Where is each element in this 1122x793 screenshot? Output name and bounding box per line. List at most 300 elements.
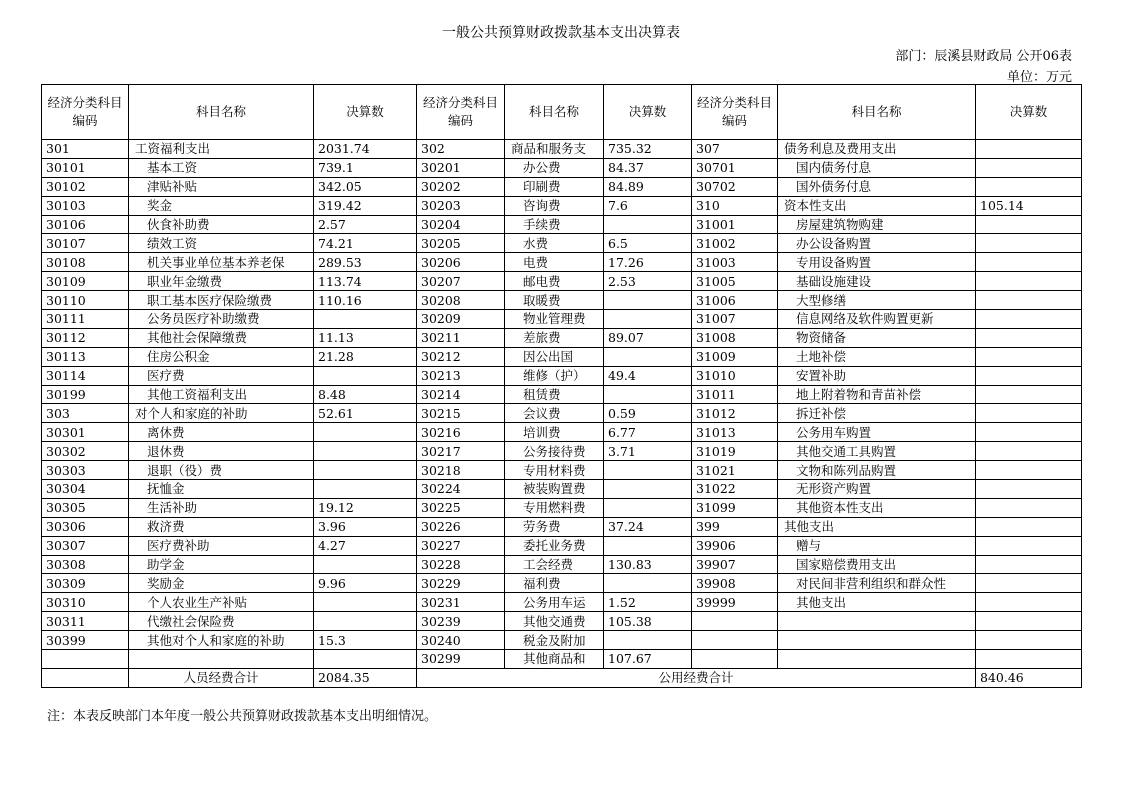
name-cell: 对民间非营利组织和群众性 [778, 574, 976, 593]
amount-cell [976, 215, 1082, 234]
table-row [42, 140, 1082, 159]
amount-cell: 6.5 [604, 234, 692, 253]
code-cell: 30112 [42, 328, 129, 347]
name-cell: 维修（护） [505, 366, 604, 385]
table-row [42, 612, 1082, 631]
code-cell: 31012 [692, 404, 778, 423]
amount-cell [976, 423, 1082, 442]
name-cell: 公务用车运 [505, 593, 604, 612]
name-cell: 专用燃料费 [505, 498, 604, 517]
code-cell: 30108 [42, 253, 129, 272]
table-row [42, 442, 1082, 461]
code-cell: 30311 [42, 612, 129, 631]
amount-cell [604, 215, 692, 234]
amount-cell: 2.53 [604, 272, 692, 291]
amount-cell: 107.67 [604, 650, 692, 669]
name-cell: 物资储备 [778, 328, 976, 347]
table-row [42, 196, 1082, 215]
table-row [42, 423, 1082, 442]
amount-cell [976, 140, 1082, 159]
name-cell: 被装购置费 [505, 480, 604, 499]
amount-cell [314, 555, 417, 574]
amount-cell: 3.71 [604, 442, 692, 461]
code-cell: 301 [42, 140, 129, 159]
name-cell: 邮电费 [505, 272, 604, 291]
amount-cell: 11.13 [314, 328, 417, 347]
name-cell [129, 650, 314, 669]
amount-cell [604, 574, 692, 593]
name-cell: 绩效工资 [129, 234, 314, 253]
name-cell: 其他支出 [778, 517, 976, 536]
amount-cell [976, 555, 1082, 574]
amount-cell [976, 593, 1082, 612]
column-header: 经济分类科目编码 [417, 85, 505, 140]
name-cell: 资本性支出 [778, 196, 976, 215]
name-cell: 国家赔偿费用支出 [778, 555, 976, 574]
amount-cell [976, 310, 1082, 329]
amount-cell: 89.07 [604, 328, 692, 347]
expenditure-table [41, 84, 1082, 688]
amount-cell [976, 442, 1082, 461]
code-cell: 39908 [692, 574, 778, 593]
code-cell: 399 [692, 517, 778, 536]
public-total-value: 840.46 [976, 668, 1082, 687]
code-cell: 30308 [42, 555, 129, 574]
code-cell: 30303 [42, 461, 129, 480]
code-cell: 39999 [692, 593, 778, 612]
amount-cell: 105.14 [976, 196, 1082, 215]
amount-cell [976, 404, 1082, 423]
amount-cell [604, 291, 692, 310]
code-cell: 30106 [42, 215, 129, 234]
name-cell: 文物和陈列品购置 [778, 461, 976, 480]
name-cell: 基础设施建设 [778, 272, 976, 291]
amount-cell: 84.89 [604, 177, 692, 196]
name-cell: 工会经费 [505, 555, 604, 574]
code-cell: 30102 [42, 177, 129, 196]
name-cell: 工资福利支出 [129, 140, 314, 159]
name-cell: 地上附着物和青苗补偿 [778, 385, 976, 404]
code-cell: 30226 [417, 517, 505, 536]
code-cell: 310 [692, 196, 778, 215]
name-cell: 公务员医疗补助缴费 [129, 310, 314, 329]
code-cell: 307 [692, 140, 778, 159]
table-row [42, 215, 1082, 234]
amount-cell: 9.96 [314, 574, 417, 593]
code-cell: 30302 [42, 442, 129, 461]
amount-cell [604, 347, 692, 366]
code-cell: 30225 [417, 498, 505, 517]
name-cell: 抚恤金 [129, 480, 314, 499]
code-cell: 30107 [42, 234, 129, 253]
table-row [42, 404, 1082, 423]
amount-cell [976, 385, 1082, 404]
code-cell: 31099 [692, 498, 778, 517]
table-row [42, 517, 1082, 536]
column-header: 决算数 [314, 85, 417, 140]
name-cell: 其他工资福利支出 [129, 385, 314, 404]
column-header: 经济分类科目编码 [42, 85, 129, 140]
amount-cell: 289.53 [314, 253, 417, 272]
empty-cell [42, 668, 129, 687]
amount-cell [976, 612, 1082, 631]
code-cell: 30113 [42, 347, 129, 366]
name-cell: 职业年金缴费 [129, 272, 314, 291]
code-cell: 31003 [692, 253, 778, 272]
name-cell: 其他交通费 [505, 612, 604, 631]
code-cell: 30217 [417, 442, 505, 461]
name-cell: 取暖费 [505, 291, 604, 310]
code-cell: 30240 [417, 631, 505, 650]
column-header: 经济分类科目编码 [692, 85, 778, 140]
name-cell: 大型修缮 [778, 291, 976, 310]
name-cell: 手续费 [505, 215, 604, 234]
table-row [42, 310, 1082, 329]
code-cell: 30205 [417, 234, 505, 253]
code-cell: 39907 [692, 555, 778, 574]
code-cell: 30216 [417, 423, 505, 442]
name-cell: 因公出国 [505, 347, 604, 366]
amount-cell [976, 461, 1082, 480]
code-cell: 31009 [692, 347, 778, 366]
code-cell: 30208 [417, 291, 505, 310]
code-cell: 30218 [417, 461, 505, 480]
code-cell: 30310 [42, 593, 129, 612]
name-cell: 伙食补助费 [129, 215, 314, 234]
table-row [42, 480, 1082, 499]
amount-cell [976, 234, 1082, 253]
department-label: 部门：辰溪县财政局 公开06表 [895, 49, 1072, 64]
code-cell: 30206 [417, 253, 505, 272]
amount-cell [314, 423, 417, 442]
code-cell [42, 650, 129, 669]
amount-cell [314, 593, 417, 612]
table-row [42, 574, 1082, 593]
name-cell: 租赁费 [505, 385, 604, 404]
amount-cell [314, 650, 417, 669]
code-cell: 30229 [417, 574, 505, 593]
code-cell: 30231 [417, 593, 505, 612]
name-cell: 拆迁补偿 [778, 404, 976, 423]
code-cell: 30204 [417, 215, 505, 234]
table-row [42, 253, 1082, 272]
name-cell: 津贴补贴 [129, 177, 314, 196]
code-cell: 31005 [692, 272, 778, 291]
table-row [42, 593, 1082, 612]
code-cell: 30299 [417, 650, 505, 669]
amount-cell: 4.27 [314, 536, 417, 555]
amount-cell [976, 366, 1082, 385]
amount-cell: 84.37 [604, 158, 692, 177]
code-cell: 30110 [42, 291, 129, 310]
name-cell: 办公费 [505, 158, 604, 177]
amount-cell: 2.57 [314, 215, 417, 234]
name-cell: 住房公积金 [129, 347, 314, 366]
table-row [42, 158, 1082, 177]
table-row [42, 272, 1082, 291]
code-cell: 30211 [417, 328, 505, 347]
amount-cell [976, 272, 1082, 291]
name-cell: 其他交通工具购置 [778, 442, 976, 461]
amount-cell: 15.3 [314, 631, 417, 650]
code-cell: 30213 [417, 366, 505, 385]
amount-cell [976, 328, 1082, 347]
footnote: 注：本表反映部门本年度一般公共预算财政拨款基本支出明细情况。 [47, 709, 438, 724]
name-cell: 助学金 [129, 555, 314, 574]
code-cell: 30228 [417, 555, 505, 574]
table-row [42, 385, 1082, 404]
name-cell: 其他资本性支出 [778, 498, 976, 517]
table-row [42, 555, 1082, 574]
code-cell: 31010 [692, 366, 778, 385]
name-cell: 赠与 [778, 536, 976, 555]
code-cell: 30109 [42, 272, 129, 291]
amount-cell [976, 347, 1082, 366]
name-cell: 无形资产购置 [778, 480, 976, 499]
amount-cell [976, 498, 1082, 517]
table-row [42, 536, 1082, 555]
amount-cell [976, 158, 1082, 177]
amount-cell: 735.32 [604, 140, 692, 159]
amount-cell [604, 385, 692, 404]
amount-cell: 105.38 [604, 612, 692, 631]
amount-cell [976, 253, 1082, 272]
code-cell: 30304 [42, 480, 129, 499]
code-cell [692, 650, 778, 669]
amount-cell: 6.77 [604, 423, 692, 442]
name-cell: 退职（役）费 [129, 461, 314, 480]
amount-cell [604, 461, 692, 480]
name-cell: 房屋建筑物购建 [778, 215, 976, 234]
code-cell: 30214 [417, 385, 505, 404]
code-cell: 31022 [692, 480, 778, 499]
code-cell: 31002 [692, 234, 778, 253]
header-row [42, 85, 1082, 140]
amount-cell [976, 177, 1082, 196]
table-row [42, 347, 1082, 366]
amount-cell [604, 480, 692, 499]
name-cell: 奖金 [129, 196, 314, 215]
code-cell: 31021 [692, 461, 778, 480]
amount-cell: 74.21 [314, 234, 417, 253]
name-cell: 其他对个人和家庭的补助 [129, 631, 314, 650]
unit-label: 单位：万元 [1006, 70, 1072, 85]
name-cell: 安置补助 [778, 366, 976, 385]
code-cell: 31007 [692, 310, 778, 329]
name-cell: 离休费 [129, 423, 314, 442]
code-cell: 30103 [42, 196, 129, 215]
code-cell: 30202 [417, 177, 505, 196]
code-cell: 302 [417, 140, 505, 159]
amount-cell [314, 461, 417, 480]
amount-cell [314, 366, 417, 385]
table-row [42, 366, 1082, 385]
amount-cell: 130.83 [604, 555, 692, 574]
name-cell: 基本工资 [129, 158, 314, 177]
name-cell: 国外债务付息 [778, 177, 976, 196]
code-cell [692, 612, 778, 631]
name-cell: 商品和服务支 [505, 140, 604, 159]
amount-cell [604, 631, 692, 650]
amount-cell: 0.59 [604, 404, 692, 423]
code-cell: 30701 [692, 158, 778, 177]
code-cell: 30101 [42, 158, 129, 177]
name-cell: 信息网络及软件购置更新 [778, 310, 976, 329]
code-cell: 31008 [692, 328, 778, 347]
amount-cell: 37.24 [604, 517, 692, 536]
code-cell: 303 [42, 404, 129, 423]
name-cell [778, 650, 976, 669]
code-cell: 30212 [417, 347, 505, 366]
amount-cell: 21.28 [314, 347, 417, 366]
table-row [42, 631, 1082, 650]
amount-cell: 8.48 [314, 385, 417, 404]
code-cell: 30201 [417, 158, 505, 177]
amount-cell: 3.96 [314, 517, 417, 536]
amount-cell [976, 631, 1082, 650]
code-cell: 30309 [42, 574, 129, 593]
name-cell: 退休费 [129, 442, 314, 461]
code-cell: 30111 [42, 310, 129, 329]
name-cell: 培训费 [505, 423, 604, 442]
name-cell: 税金及附加 [505, 631, 604, 650]
public-total-label: 公用经费合计 [417, 668, 976, 687]
name-cell: 对个人和家庭的补助 [129, 404, 314, 423]
amount-cell: 17.26 [604, 253, 692, 272]
name-cell: 其他社会保障缴费 [129, 328, 314, 347]
code-cell: 30301 [42, 423, 129, 442]
code-cell: 30305 [42, 498, 129, 517]
amount-cell [314, 612, 417, 631]
name-cell: 公务用车购置 [778, 423, 976, 442]
amount-cell: 1.52 [604, 593, 692, 612]
amount-cell [976, 291, 1082, 310]
amount-cell: 52.61 [314, 404, 417, 423]
amount-cell: 7.6 [604, 196, 692, 215]
amount-cell [314, 442, 417, 461]
name-cell: 物业管理费 [505, 310, 604, 329]
amount-cell: 2031.74 [314, 140, 417, 159]
column-header: 科目名称 [129, 85, 314, 140]
name-cell: 医疗费补助 [129, 536, 314, 555]
name-cell: 职工基本医疗保险缴费 [129, 291, 314, 310]
name-cell: 电费 [505, 253, 604, 272]
table-row [42, 234, 1082, 253]
code-cell: 31013 [692, 423, 778, 442]
table-row [42, 498, 1082, 517]
personnel-total-value: 2084.35 [314, 668, 417, 687]
name-cell [778, 631, 976, 650]
code-cell: 31001 [692, 215, 778, 234]
name-cell: 其他支出 [778, 593, 976, 612]
code-cell: 39906 [692, 536, 778, 555]
code-cell: 30114 [42, 366, 129, 385]
name-cell: 公务接待费 [505, 442, 604, 461]
table-row [42, 650, 1082, 669]
code-cell: 30399 [42, 631, 129, 650]
code-cell: 31006 [692, 291, 778, 310]
amount-cell: 319.42 [314, 196, 417, 215]
code-cell: 31019 [692, 442, 778, 461]
code-cell: 31011 [692, 385, 778, 404]
amount-cell [604, 536, 692, 555]
code-cell: 30209 [417, 310, 505, 329]
name-cell: 水费 [505, 234, 604, 253]
personnel-total-label: 人员经费合计 [129, 668, 314, 687]
amount-cell [976, 574, 1082, 593]
amount-cell [314, 310, 417, 329]
amount-cell: 19.12 [314, 498, 417, 517]
name-cell: 会议费 [505, 404, 604, 423]
name-cell: 医疗费 [129, 366, 314, 385]
name-cell: 福利费 [505, 574, 604, 593]
amount-cell [976, 650, 1082, 669]
table-row [42, 177, 1082, 196]
code-cell: 30203 [417, 196, 505, 215]
name-cell: 生活补助 [129, 498, 314, 517]
code-cell: 30224 [417, 480, 505, 499]
name-cell: 咨询费 [505, 196, 604, 215]
code-cell: 30239 [417, 612, 505, 631]
code-cell: 30215 [417, 404, 505, 423]
name-cell: 其他商品和 [505, 650, 604, 669]
amount-cell [604, 498, 692, 517]
amount-cell [604, 310, 692, 329]
column-header: 决算数 [604, 85, 692, 140]
name-cell: 劳务费 [505, 517, 604, 536]
name-cell: 土地补偿 [778, 347, 976, 366]
page-title: 一般公共预算财政拨款基本支出决算表 [442, 25, 680, 41]
name-cell: 专用设备购置 [778, 253, 976, 272]
amount-cell [314, 480, 417, 499]
column-header: 科目名称 [778, 85, 976, 140]
code-cell: 30227 [417, 536, 505, 555]
table-row [42, 461, 1082, 480]
amount-cell [976, 480, 1082, 499]
name-cell: 委托业务费 [505, 536, 604, 555]
table-row [42, 291, 1082, 310]
name-cell: 印刷费 [505, 177, 604, 196]
code-cell [692, 631, 778, 650]
name-cell: 机关事业单位基本养老保 [129, 253, 314, 272]
code-cell: 30306 [42, 517, 129, 536]
amount-cell: 113.74 [314, 272, 417, 291]
name-cell: 救济费 [129, 517, 314, 536]
amount-cell: 739.1 [314, 158, 417, 177]
code-cell: 30702 [692, 177, 778, 196]
name-cell: 国内债务付息 [778, 158, 976, 177]
name-cell: 奖励金 [129, 574, 314, 593]
name-cell: 办公设备购置 [778, 234, 976, 253]
amount-cell [976, 517, 1082, 536]
amount-cell: 49.4 [604, 366, 692, 385]
code-cell: 30199 [42, 385, 129, 404]
code-cell: 30307 [42, 536, 129, 555]
name-cell: 债务利息及费用支出 [778, 140, 976, 159]
amount-cell: 110.16 [314, 291, 417, 310]
totals-row [42, 668, 1082, 687]
amount-cell [976, 536, 1082, 555]
amount-cell: 342.05 [314, 177, 417, 196]
table-row [42, 328, 1082, 347]
name-cell: 个人农业生产补贴 [129, 593, 314, 612]
name-cell: 差旅费 [505, 328, 604, 347]
name-cell: 专用材料费 [505, 461, 604, 480]
name-cell [778, 612, 976, 631]
column-header: 科目名称 [505, 85, 604, 140]
code-cell: 30207 [417, 272, 505, 291]
name-cell: 代缴社会保险费 [129, 612, 314, 631]
